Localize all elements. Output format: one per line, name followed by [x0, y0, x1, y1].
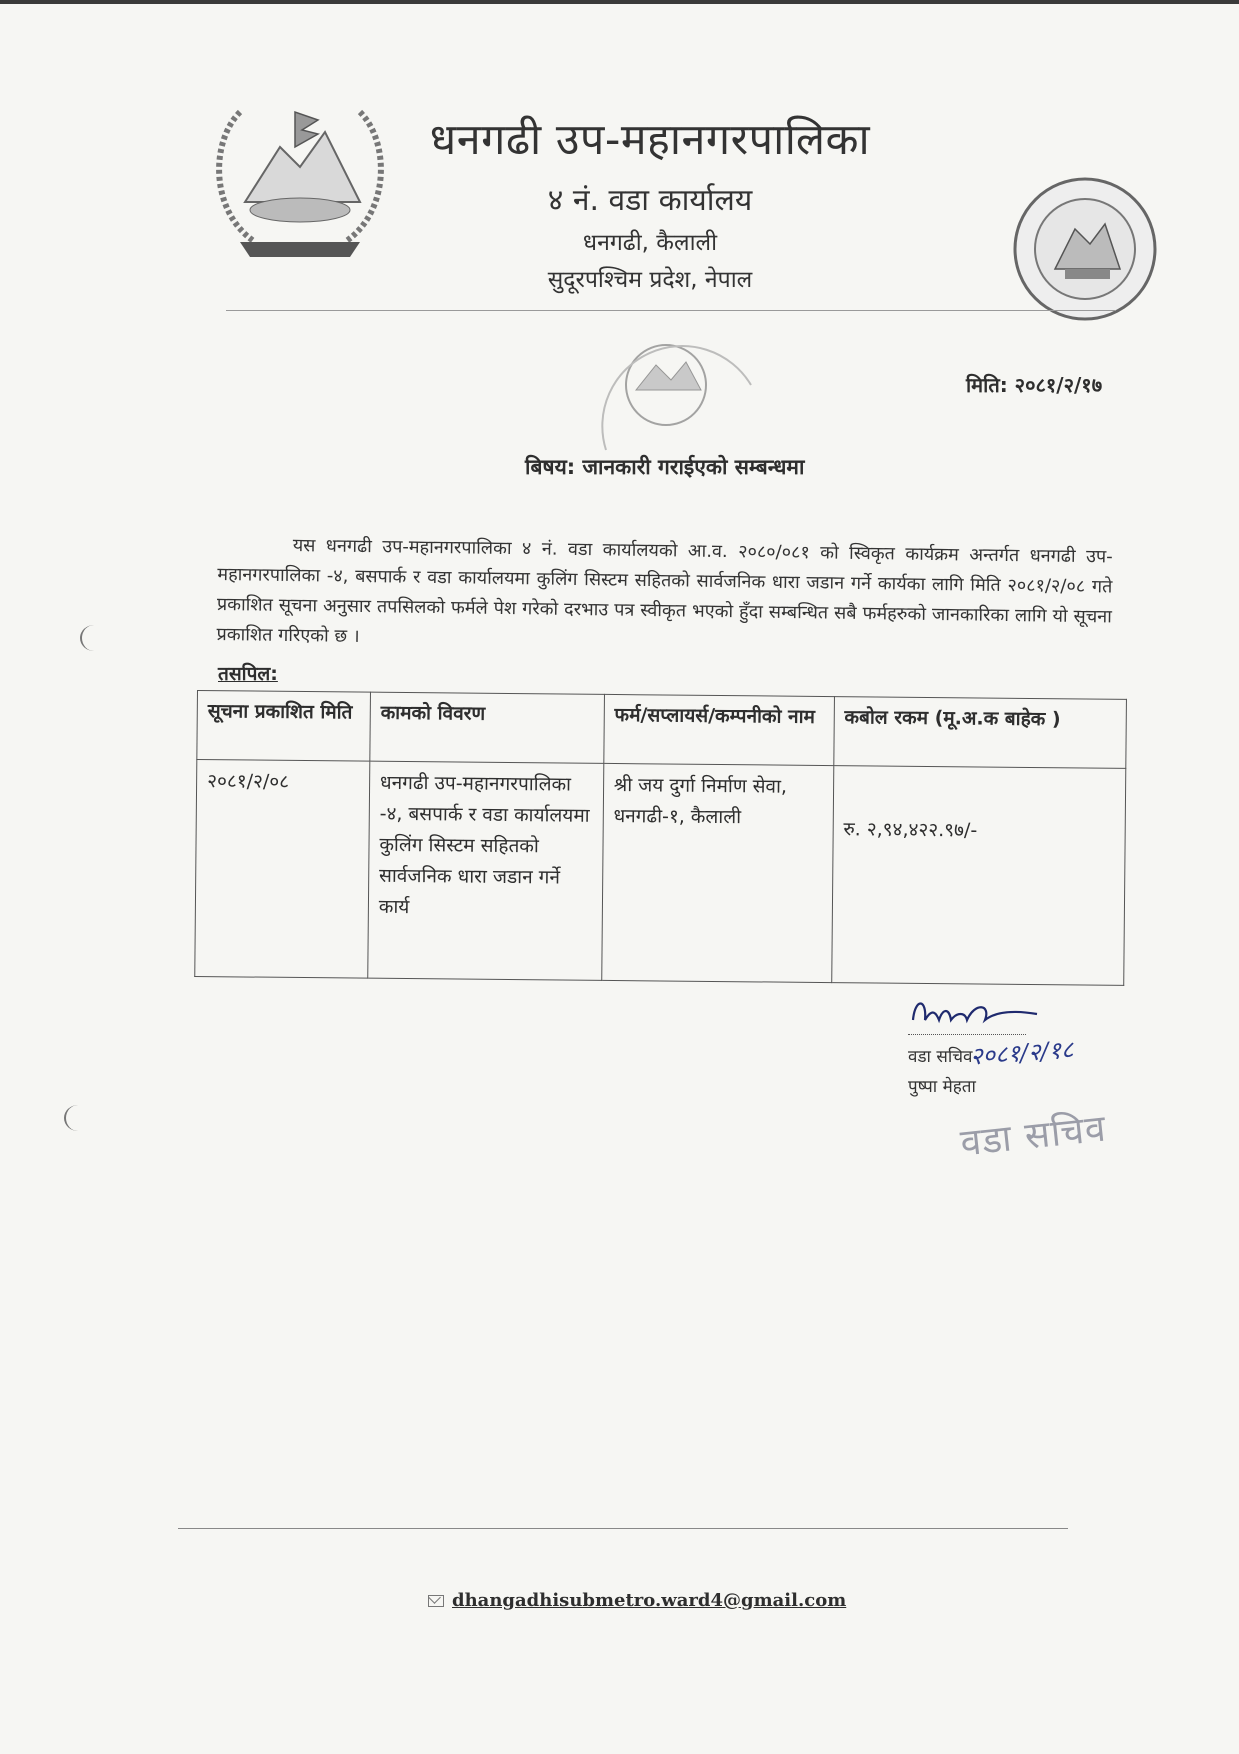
table-row	[195, 760, 1126, 986]
signatory-name: पुष्पा मेहता	[908, 1077, 976, 1097]
handwritten-signature	[905, 990, 1045, 1034]
mail-icon	[428, 1595, 444, 1607]
municipality-name: धनगढी उप-महानगरपालिका	[429, 115, 871, 165]
annex-label: तसपिल:	[218, 663, 278, 685]
signature-line	[908, 1034, 1026, 1035]
letter-subject: बिषय: जानकारी गराईएको सम्बन्धमा	[525, 455, 805, 479]
letter-body: यस धनगढी उप-महानगरपालिका ४ नं. वडा कार्यालयको आ.व. २०८०/०८१ को स्विकृत कार्यक्रम अन्तर्गत धनगढी उप-महानगरपालिका -४, बसपार्क र वडा कार्यालयमा कुलिंग सिस्टम सहितको सार्वजनिक धारा जडान गर्ने कार्यका लागि मिति २०८१/२/०८ गते प्रकाशित सूचना अनुसार तपसिलको फर्मले पेश गरेको दरभाउ पत्र स्वीकृत भएको हुँदा सम्बन्धित सबै फर्महरुको जानकारिका लागि यो सूचना प्रकाशित गरिएको छ ।	[216, 535, 1113, 647]
cell-bid-amount: रु. २,९४,४२२.९७/-	[831, 766, 1125, 986]
ward-office-name: ४ नं. वडा कार्यालय	[547, 183, 753, 218]
details-table	[194, 690, 1127, 986]
footer-email-line	[428, 1590, 846, 1611]
cell-work-description: धनगढी उप-महानगरपालिका -४, बसपार्क र वडा कार्यालयमा कुलिंग सिस्टम सहितको सार्वजनिक धारा जडान गर्ने कार्य	[368, 761, 604, 980]
header-notice-date: सूचना प्रकाशित मिति	[197, 691, 371, 762]
header-divider	[226, 310, 1116, 311]
cell-notice-date: २०८१/२/०८	[195, 760, 370, 979]
top-border	[0, 0, 1239, 4]
header-bid-amount: कबोल रकम (मू.अ.क बाहेक )	[833, 697, 1126, 769]
ward-secretary-stamp: वडा सचिव	[958, 1106, 1109, 1165]
table-header-row	[197, 691, 1127, 769]
handwritten-date: २०८१/२/१८	[969, 1035, 1075, 1071]
signatory-title: वडा सचिव	[908, 1047, 973, 1067]
header-work-description: कामको विवरण	[370, 692, 604, 763]
header-firm-name: फर्म/सप्लायर्स/कम्पनीको नाम	[604, 694, 835, 765]
punch-hole-mark	[64, 1105, 92, 1131]
letter-date: मिति: २०८१/२/१७	[966, 373, 1103, 397]
municipality-seal-logo	[1010, 174, 1160, 324]
footer-divider	[178, 1528, 1068, 1529]
punch-hole-mark	[80, 625, 108, 651]
address-line-2: सुदूरपश्चिम प्रदेश, नेपाल	[547, 267, 753, 293]
address-line-1: धनगढी, कैलाली	[582, 230, 718, 256]
footer-email[interactable]: dhangadhisubmetro.ward4@gmail.com	[452, 1590, 847, 1611]
cell-firm-name: श्री जय दुर्गा निर्माण सेवा, धनगढी-१, कैलाली	[601, 763, 833, 982]
